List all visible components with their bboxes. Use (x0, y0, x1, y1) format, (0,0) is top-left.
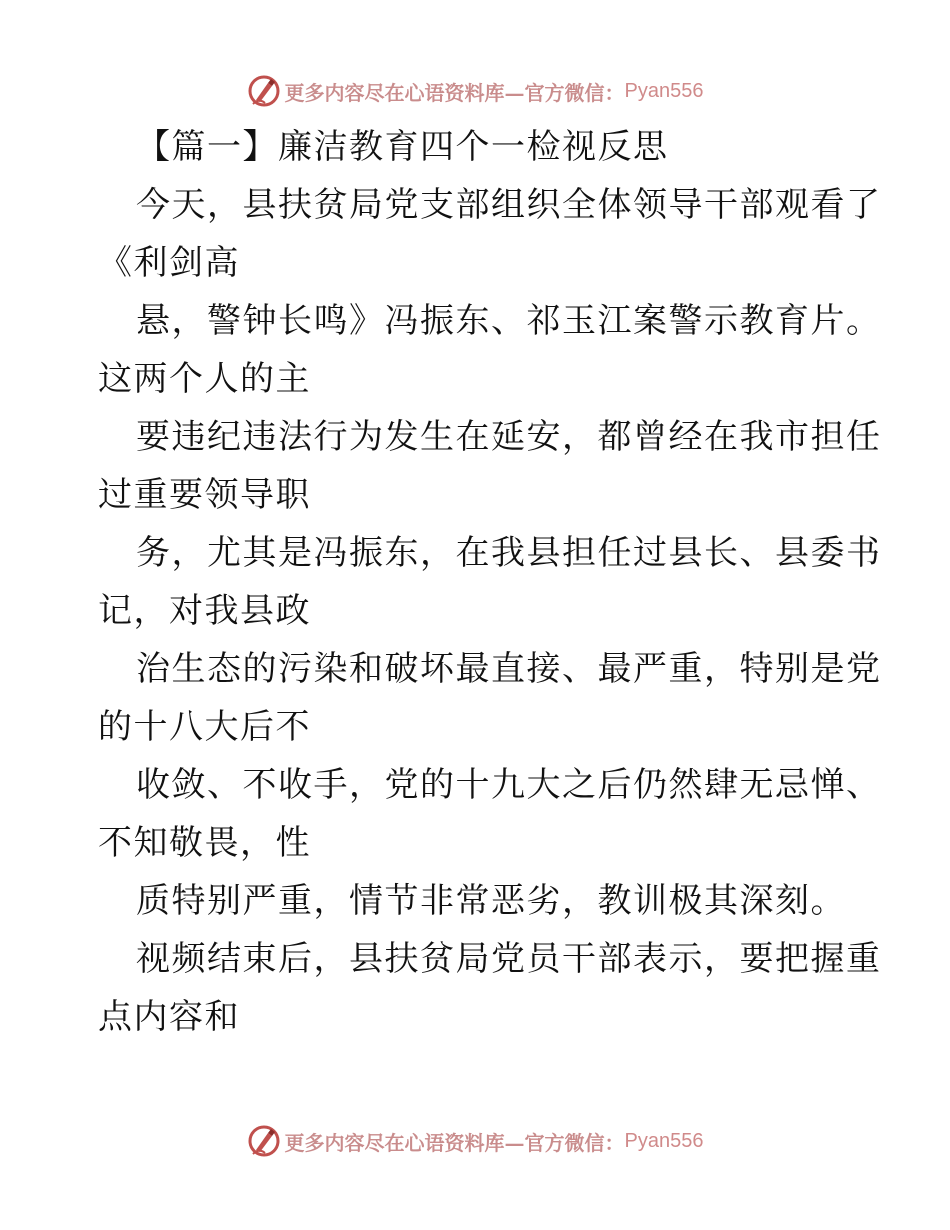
paragraph-line: 视频结束后，县扶贫局党员干部表示，要把握重 (136, 939, 882, 979)
paragraph-line: 记，对我县政 (98, 591, 311, 631)
paragraph-line: 不知敬畏，性 (98, 823, 311, 863)
banner-wechat-id: Pyan556 (624, 1129, 704, 1152)
paragraph-line: 今天，县扶贫局党支部组织全体领导干部观看了 (136, 185, 882, 225)
paragraph-line: 要违纪违法行为发生在延安，都曾经在我市担任 (136, 417, 882, 457)
paragraph-line: 质特别严重，情节非常恶劣，教训极其深刻。 (136, 881, 846, 921)
banner-text: 更多内容尽在心语资料库—官方微信： (284, 80, 625, 105)
paragraph-line: 过重要领导职 (98, 475, 311, 515)
paragraph-line: 悬，警钟长鸣》冯振东、祁玉江案警示教育片。 (136, 301, 882, 341)
document-body (98, 118, 882, 1046)
paragraph-line: 的十八大后不 (98, 707, 311, 747)
banner-wechat-id: Pyan556 (624, 79, 704, 102)
header-banner (0, 71, 950, 111)
paragraph-line: 治生态的污染和破坏最直接、最严重，特别是党 (136, 649, 882, 689)
paragraph-line: 点内容和 (98, 997, 240, 1037)
paragraph-line: 《利剑高 (98, 243, 240, 283)
banner-text: 更多内容尽在心语资料库—官方微信： (284, 1130, 625, 1155)
document-heading: 【篇一】廉洁教育四个一检视反思 (136, 127, 669, 167)
paragraph-line: 务，尤其是冯振东，在我县担任过县长、县委书 (136, 533, 882, 573)
paragraph-line: 这两个人的主 (98, 359, 311, 399)
footer-banner (0, 1121, 950, 1161)
pen-logo-icon (247, 1124, 281, 1158)
paragraph-line: 收敛、不收手，党的十九大之后仍然肆无忌惮、 (136, 765, 882, 805)
pen-logo-icon (247, 74, 281, 108)
